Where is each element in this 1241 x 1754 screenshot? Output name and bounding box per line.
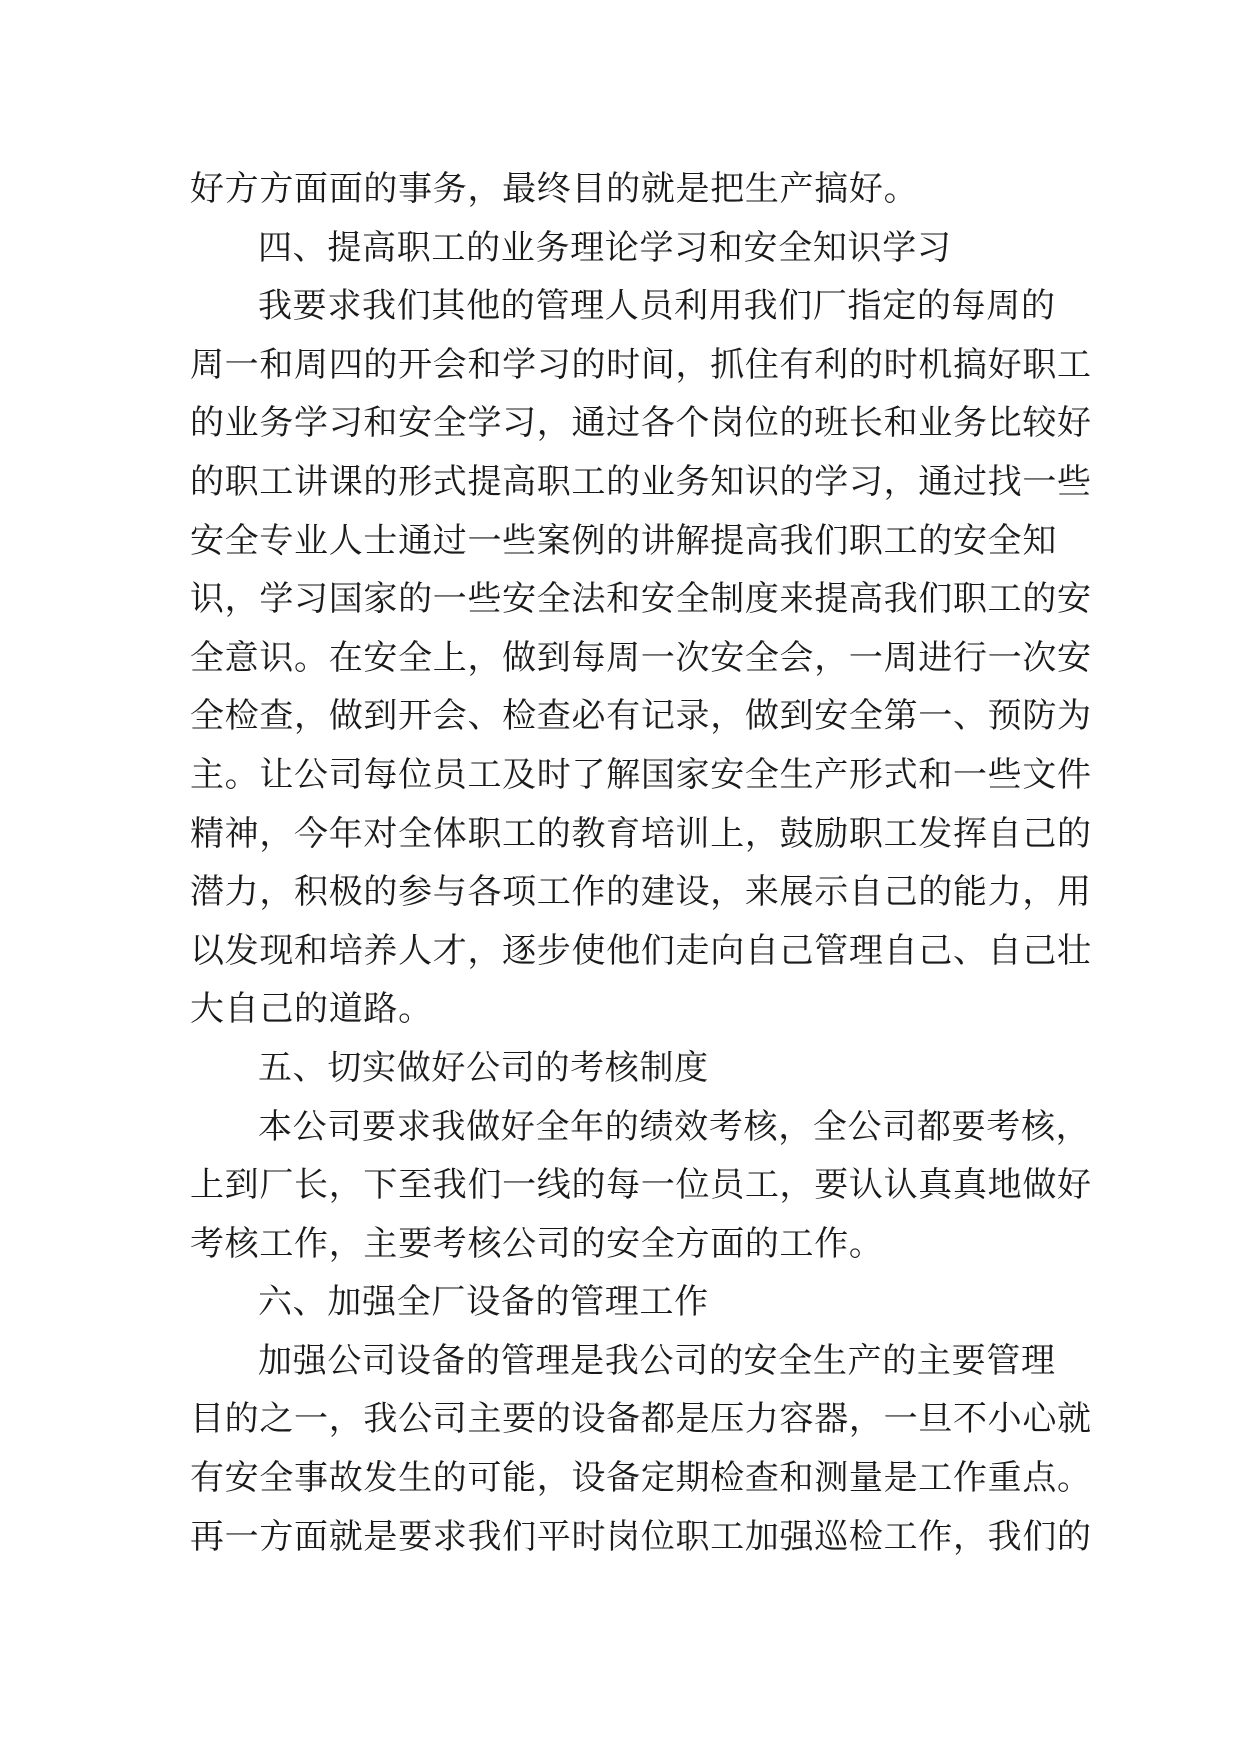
text-line: 好方方面面的事务，最终目的就是把生产搞好。 — [190, 169, 919, 209]
text-line: 的职工讲课的形式提高职工的业务知识的学习，通过找一些 — [190, 461, 1092, 502]
text-line: 的业务学习和安全学习，通过各个岗位的班长和业务比较好 — [190, 403, 1092, 444]
text-line: 有安全事故发生的可能，设备定期检查和测量是工作重点。 — [190, 1458, 1092, 1499]
document-body — [190, 160, 1092, 1566]
text-line: 本公司要求我做好全年的绩效考核，全公司都要考核， — [258, 1106, 1091, 1147]
text-line: 大自己的道路。 — [190, 989, 433, 1030]
text-line: 精神，今年对全体职工的教育培训上，鼓励职工发挥自己的 — [190, 813, 1092, 854]
text-line: 周一和周四的开会和学习的时间，抓住有利的时机搞好职工 — [190, 344, 1092, 385]
text-line: 全检查，做到开会、检查必有记录，做到安全第一、预防为 — [190, 696, 1092, 737]
text-line: 五、切实做好公司的考核制度 — [258, 1047, 709, 1088]
text-line: 潜力，积极的参与各项工作的建设，来展示自己的能力，用 — [190, 872, 1092, 913]
text-line: 识，学习国家的一些安全法和安全制度来提高我们职工的安 — [190, 579, 1092, 620]
text-line: 目的之一，我公司主要的设备都是压力容器，一旦不小心就 — [190, 1399, 1092, 1440]
text-line: 四、提高职工的业务理论学习和安全知识学习 — [258, 227, 952, 268]
text-line: 主。让公司每位员工及时了解国家安全生产形式和一些文件 — [190, 754, 1092, 795]
text-line: 再一方面就是要求我们平时岗位职工加强巡检工作，我们的 — [190, 1516, 1092, 1557]
text-line: 上到厂长，下至我们一线的每一位员工，要认认真真地做好 — [190, 1165, 1092, 1206]
text-line: 六、加强全厂设备的管理工作 — [258, 1282, 709, 1323]
text-line: 我要求我们其他的管理人员利用我们厂指定的每周的 — [258, 286, 1056, 327]
text-line: 以发现和培养人才，逐步使他们走向自己管理自己、自己壮 — [190, 930, 1092, 971]
text-line: 全意识。在安全上，做到每周一次安全会，一周进行一次安 — [190, 637, 1092, 678]
text-line: 安全专业人士通过一些案例的讲解提高我们职工的安全知 — [190, 520, 1057, 561]
text-line: 考核工作，主要考核公司的安全方面的工作。 — [190, 1223, 884, 1264]
text-line: 加强公司设备的管理是我公司的安全生产的主要管理 — [258, 1340, 1056, 1381]
